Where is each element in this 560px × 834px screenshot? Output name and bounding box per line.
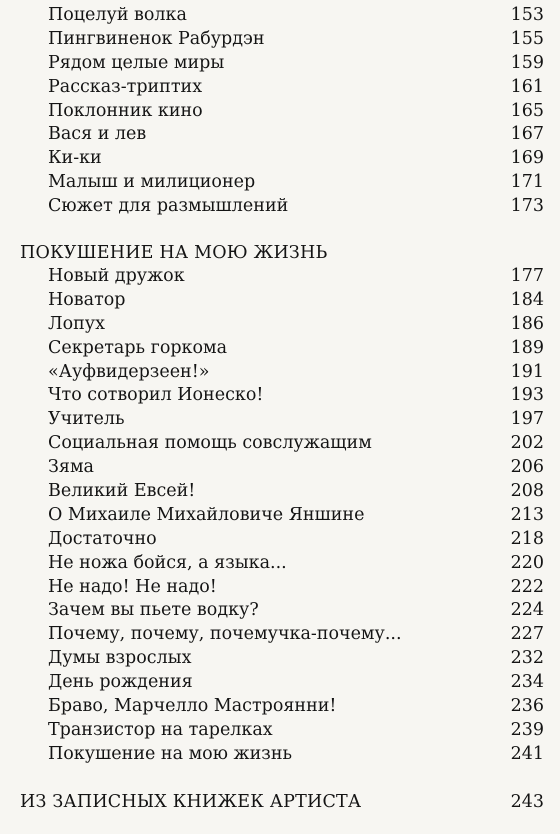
toc-entry-title: Пингвиненок Рабурдэн — [48, 28, 265, 49]
toc-entry-page: 239 — [510, 719, 544, 740]
toc-entry-page: 220 — [510, 552, 544, 573]
toc-entry — [0, 480, 560, 504]
toc-entry — [0, 743, 560, 767]
toc-entry-page: 224 — [510, 600, 544, 621]
toc-entry-title: Думы взрослых — [48, 648, 192, 669]
toc-entry — [0, 384, 560, 408]
toc-entry-title: О Михаиле Михайловиче Яншине — [48, 504, 365, 525]
toc-entry — [0, 623, 560, 647]
toc-entry-title: «Ауфвидерзеен!» — [48, 361, 210, 382]
toc-entry-title: Что сотворил Ионеско! — [48, 385, 264, 406]
toc-entry-title: День рождения — [48, 672, 193, 693]
toc-entry-page: 171 — [510, 172, 544, 193]
toc-entry-page: 191 — [510, 361, 544, 382]
toc-entry-page: 169 — [510, 148, 544, 169]
toc-entry-title: Великий Евсей! — [48, 481, 196, 502]
toc-entry — [0, 361, 560, 385]
toc-entry-page: 202 — [510, 433, 544, 454]
toc-entry-title: Новатор — [48, 289, 126, 310]
toc-entry — [0, 695, 560, 719]
toc-entry-page: 241 — [510, 743, 544, 764]
toc-entry-title: Поцелуй волка — [48, 5, 187, 25]
toc-entry-page: 177 — [510, 266, 544, 286]
toc-entry — [0, 432, 560, 456]
toc-entry — [0, 552, 560, 576]
toc-entry — [0, 504, 560, 528]
toc-entry-page: 243 — [510, 792, 544, 812]
toc-entry-page: 227 — [510, 624, 544, 645]
toc-entry-title: Зяма — [48, 457, 94, 478]
toc-entry — [0, 456, 560, 480]
toc-entry-title: Социальная помощь совслужащим — [48, 433, 372, 454]
toc-entry-title: Ки-ки — [48, 148, 102, 169]
toc-entry-page: 206 — [510, 457, 544, 478]
toc-entry-title: Сюжет для размышлений — [48, 196, 289, 217]
toc-entry-page: 167 — [510, 124, 544, 145]
toc-entry-title: Рассказ-триптих — [48, 76, 203, 97]
toc-entry-page: 165 — [510, 100, 544, 121]
toc-entry-page: 232 — [510, 648, 544, 669]
toc-entry-page: 159 — [510, 52, 544, 73]
toc-entry-title: Достаточно — [48, 528, 157, 549]
toc-entry-page: 222 — [510, 576, 544, 597]
toc-entry — [0, 28, 560, 52]
toc-entry-page: 218 — [510, 528, 544, 549]
toc-entry-title: Учитель — [48, 409, 125, 430]
toc-entry-title: Почему, почему, почемучка-почему... — [48, 624, 402, 645]
toc-entry-page: 186 — [510, 313, 544, 334]
toc-entry-title: Покушение на мою жизнь — [48, 743, 293, 764]
toc-entry — [0, 289, 560, 313]
toc-entry-title: Поклонник кино — [48, 100, 203, 121]
toc-entry-page: 193 — [510, 385, 544, 406]
toc-entry-page: 161 — [510, 76, 544, 97]
section-heading: ПОКУШЕНИЕ НА МОЮ ЖИЗНЬ — [20, 243, 328, 263]
toc-entry-title: Зачем вы пьете водку? — [48, 600, 259, 621]
toc-entry — [0, 100, 560, 124]
toc-entry — [0, 576, 560, 600]
toc-section — [0, 265, 560, 767]
toc-entry-page: 184 — [510, 289, 544, 310]
toc-entry-title: Не ножа бойся, а языка... — [48, 552, 287, 573]
toc-entry-title: Браво, Марчелло Мастроянни! — [48, 696, 337, 717]
toc-entry-page: 213 — [510, 504, 544, 525]
toc-entry-page: 234 — [510, 672, 544, 693]
toc-entry-page: 155 — [510, 28, 544, 49]
toc-entry-title: Рядом целые миры — [48, 52, 225, 73]
toc-entry-title: Вася и лев — [48, 124, 147, 145]
toc-entry — [0, 528, 560, 552]
toc-entry — [0, 195, 560, 219]
toc-entry — [0, 52, 560, 76]
toc-entry-page: 189 — [510, 337, 544, 358]
toc-entry-title: Малыш и милиционер — [48, 172, 256, 193]
toc-entry-title: Новый дружок — [48, 266, 185, 286]
toc-entry — [0, 265, 560, 289]
toc-section-entry — [0, 789, 560, 815]
toc-entry — [0, 123, 560, 147]
toc-entry — [0, 4, 560, 28]
toc-entry-title: Не надо! Не надо! — [48, 576, 217, 597]
toc-entry — [0, 599, 560, 623]
toc-entry — [0, 76, 560, 100]
toc-entry-page: 208 — [510, 481, 544, 502]
toc-entry — [0, 719, 560, 743]
toc-entry — [0, 171, 560, 195]
toc-entry — [0, 313, 560, 337]
section-heading: ИЗ ЗАПИСНЫХ КНИЖЕК АРТИСТА — [20, 792, 362, 812]
toc-entry-page: 153 — [510, 5, 544, 25]
toc-entry — [0, 147, 560, 171]
toc-entry-title: Секретарь горкома — [48, 337, 228, 358]
toc-entry-title: Лопух — [48, 313, 105, 334]
toc-entry-page: 173 — [510, 196, 544, 217]
toc-entry-page: 236 — [510, 696, 544, 717]
toc-entry — [0, 408, 560, 432]
toc-entry — [0, 647, 560, 671]
toc-entry — [0, 671, 560, 695]
toc-section-continued — [0, 4, 560, 219]
toc-entry — [0, 337, 560, 361]
toc-entry-page: 197 — [510, 409, 544, 430]
toc-entry-title: Транзистор на тарелках — [48, 719, 273, 740]
